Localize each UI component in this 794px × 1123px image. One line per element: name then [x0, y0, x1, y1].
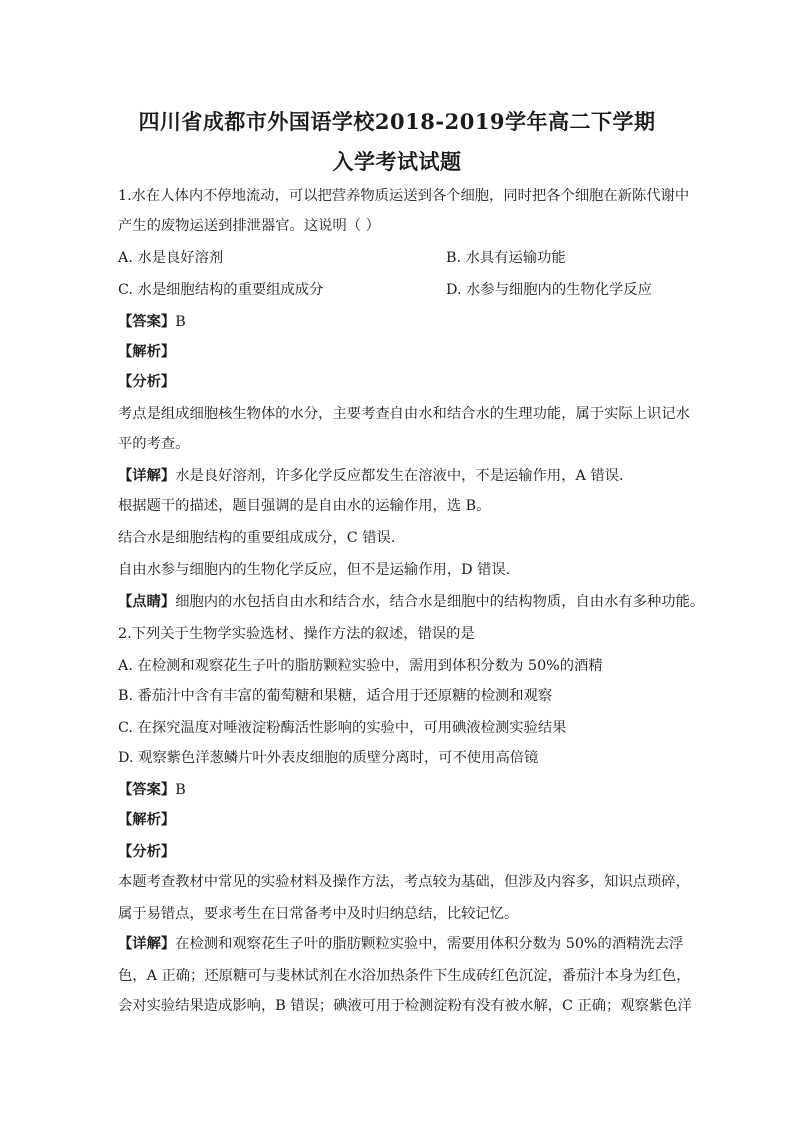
q1-analysis-heading	[118, 342, 678, 362]
q1-detail-tag: 【详解】	[118, 468, 176, 484]
q2-stem: 2.下列关于生物学实验选材、操作方法的叙述，错误的是	[118, 626, 475, 642]
title-line-1: 四川省成都市外国语学校2018-2019学年高二下学期	[138, 109, 656, 134]
q1-detail-line-2: 根据题干的描述，题目强调的是自由水的运输作用，选 B。	[118, 498, 491, 514]
q2-detail-text-1: 在检测和观察花生子叶的脂肪颗粒实验中，需要用体积分数为 50%的酒精洗去浮	[175, 936, 684, 952]
q2-detail-line-2: 色，A 正确；还原糖可与斐林试剂在水浴加热条件下生成砖红色沉淀，番茄汁本身为红色，	[118, 968, 691, 984]
q1-option-b: B. 水具有运输功能	[446, 250, 566, 266]
q2-option-c: C. 在探究温度对唾液淀粉酶活性影响的实验中，可用碘液检测实验结果	[118, 720, 567, 736]
q2-analysis-tag: 【解析】	[118, 812, 176, 828]
q1-option-a: A. 水是良好溶剂	[118, 250, 224, 266]
q1-detail-line-4: 自由水参与细胞内的生物化学反应，但不是运输作用，D 错误.	[118, 562, 511, 578]
q1-dianjing-tag: 【点睛】	[118, 594, 176, 610]
q2-answer-value: B	[175, 782, 186, 798]
q1-fenxi-line-1: 考点是组成细胞核生物体的水分，主要考查自由水和结合水的生理功能，属于实际上识记水	[118, 406, 690, 422]
q2-fenxi-heading	[118, 842, 678, 862]
title-line-2: 入学考试试题	[332, 149, 462, 174]
q1-fenxi-heading	[118, 372, 678, 392]
q2-answer	[118, 780, 678, 800]
q1-option-d: D. 水参与细胞内的生物化学反应	[446, 282, 652, 298]
q2-option-d: D. 观察紫色洋葱鳞片叶外表皮细胞的质壁分离时，可不使用高倍镜	[118, 750, 539, 766]
q1-detail-line-1	[118, 466, 678, 486]
q2-detail-line-3: 会对实验结果造成影响，B 错误；碘液可用于检测淀粉有没有被水解，C 正确；观察紫色洋	[118, 998, 692, 1014]
q1-dianjing-text: 细胞内的水包括自由水和结合水，结合水是细胞中的结构物质，自由水有多种功能。	[175, 594, 705, 610]
q2-option-b: B. 番茄汁中含有丰富的葡萄糖和果糖，适合用于还原糖的检测和观察	[118, 688, 553, 704]
q1-analysis-tag: 【解析】	[118, 344, 176, 360]
q1-answer-tag: 【答案】	[118, 314, 176, 330]
q1-fenxi-line-2: 平的考查。	[118, 436, 190, 452]
q1-detail-line-3: 结合水是细胞结构的重要组成成分，C 错误.	[118, 530, 396, 546]
q2-fenxi-line-1: 本题考查教材中常见的实验材料及操作方法，考点较为基础，但涉及内容多，知识点琐碎，	[118, 874, 690, 890]
q1-stem-line-1: 1.水在人体内不停地流动，可以把营养物质运送到各个细胞，同时把各个细胞在新陈代谢中	[118, 188, 690, 204]
q1-fenxi-tag: 【分析】	[118, 374, 176, 390]
q2-fenxi-tag: 【分析】	[118, 844, 176, 860]
q1-answer-value: B	[175, 314, 186, 330]
q2-analysis-heading	[118, 810, 678, 830]
q2-option-a: A. 在检测和观察花生子叶的脂肪颗粒实验中，需用到体积分数为 50%的酒精	[118, 658, 603, 674]
q2-detail-line-1	[118, 934, 684, 954]
q1-detail-text-1: 水是良好溶剂，许多化学反应都发生在溶液中，不是运输作用，A 错误.	[175, 468, 624, 484]
q1-dianjing	[118, 592, 705, 612]
q1-option-c: C. 水是细胞结构的重要组成成分	[118, 282, 324, 298]
q1-stem-line-2: 产生的废物运送到排泄器官。这说明（ ）	[118, 218, 380, 234]
q2-answer-tag: 【答案】	[118, 782, 176, 798]
q1-answer	[118, 312, 678, 332]
q2-detail-tag: 【详解】	[118, 936, 176, 952]
q2-fenxi-line-2: 属于易错点，要求考生在日常备考中及时归纳总结，比较记忆。	[118, 906, 519, 922]
